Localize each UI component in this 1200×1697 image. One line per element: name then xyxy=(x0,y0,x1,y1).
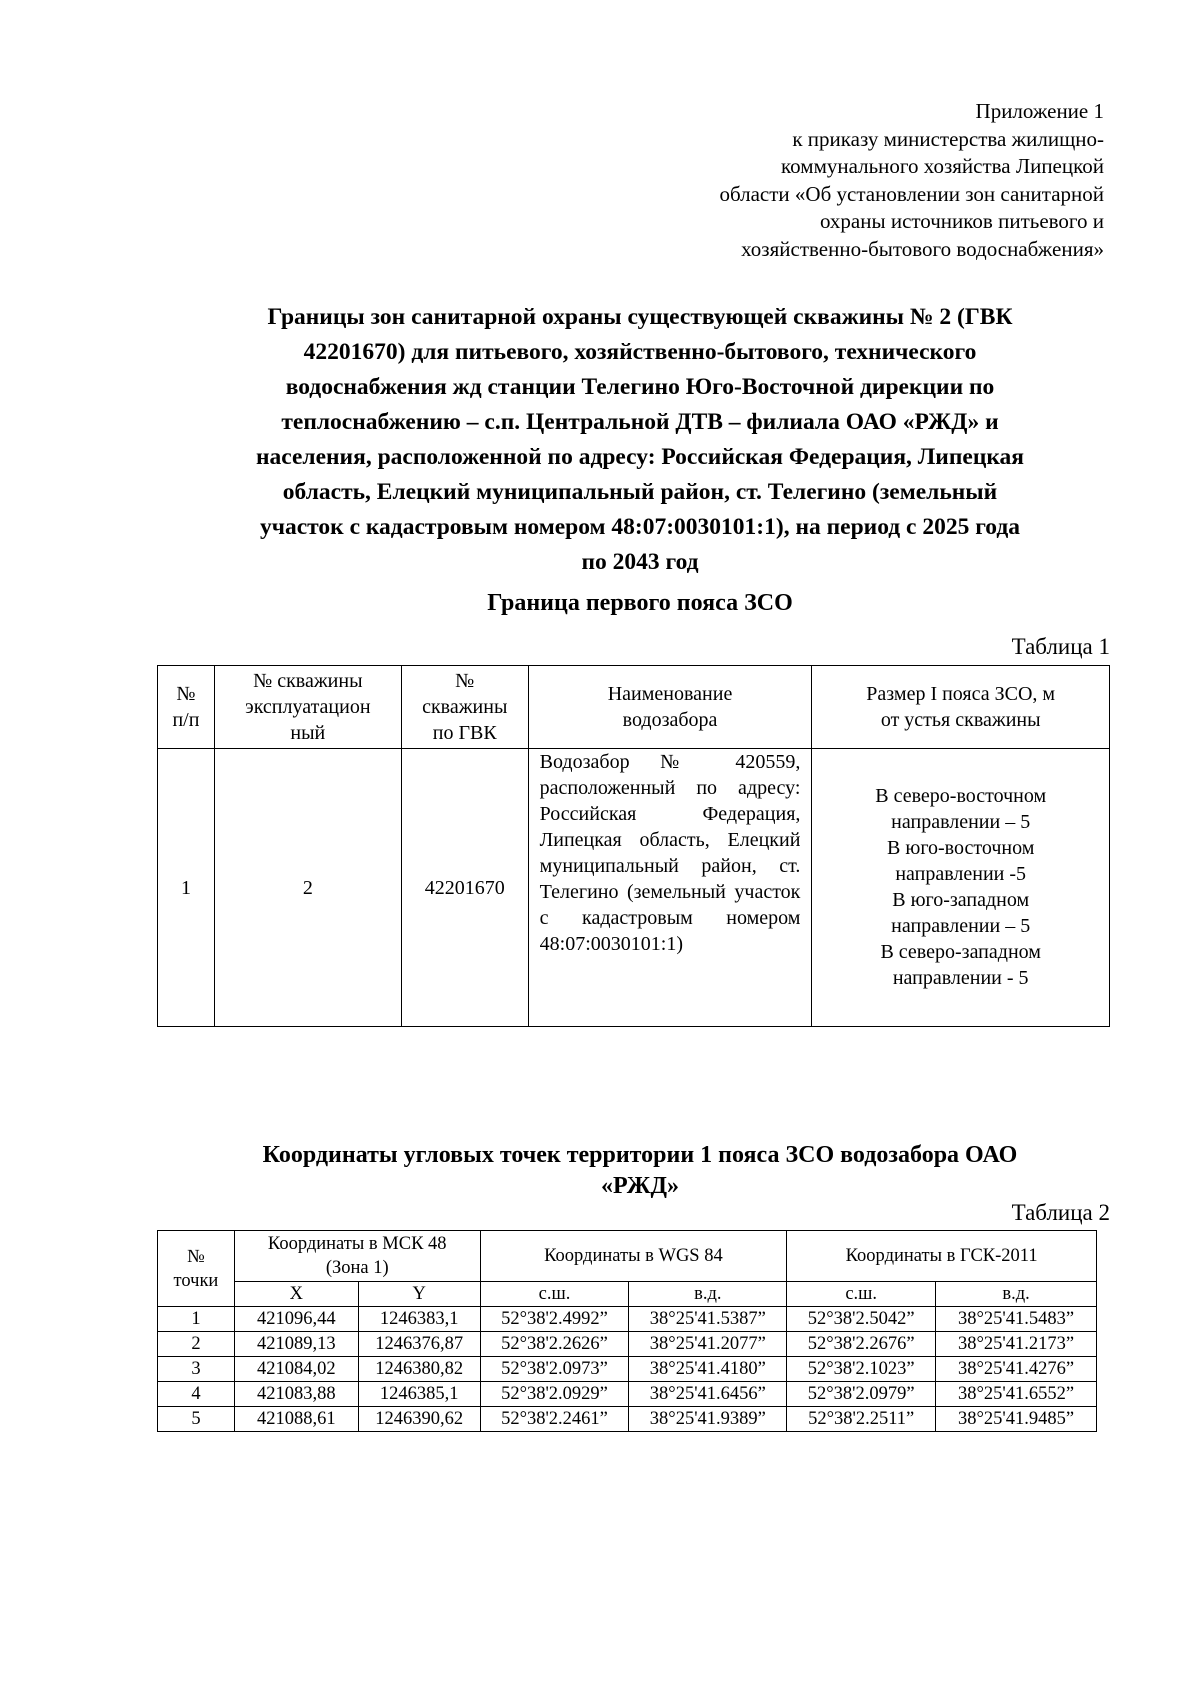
table-row xyxy=(158,1307,1097,1332)
cell: 52°38'2.0929” xyxy=(480,1382,629,1407)
header-text: Наименование xyxy=(607,683,733,705)
header-text: от устья скважины xyxy=(880,709,1041,731)
zone-boundary-table xyxy=(157,665,1110,1027)
title-line: водоснабжения жд станции Телегино Юго-Восточной дирекции по xyxy=(285,374,995,400)
header-text: Координаты в МСК 48 xyxy=(267,1234,447,1254)
header-wgs-lon: в.д. xyxy=(629,1282,787,1307)
header-wgs: Координаты в WGS 84 xyxy=(480,1231,787,1282)
header-line: охраны источников питьевого и xyxy=(819,209,1104,233)
cell-num: 1 xyxy=(158,749,215,1027)
header-gsk-lon: в.д. xyxy=(936,1282,1097,1307)
cell: 38°25'41.5387” xyxy=(629,1307,787,1332)
table-row xyxy=(158,1332,1097,1357)
appendix-header xyxy=(584,98,1104,263)
header-text: № xyxy=(176,683,196,705)
cell: 52°38'2.5042” xyxy=(787,1307,936,1332)
header-text: эксплуатацион xyxy=(245,696,371,718)
size-line: направлении – 5 xyxy=(891,915,1031,937)
table-subheader-row xyxy=(158,1282,1097,1307)
header-point-num xyxy=(158,1231,235,1307)
cell: 52°38'2.1023” xyxy=(787,1357,936,1382)
cell-well-exp: 2 xyxy=(214,749,401,1027)
header-name xyxy=(528,666,812,749)
header-wgs-lat: с.ш. xyxy=(480,1282,629,1307)
size-line: направлении -5 xyxy=(895,863,1027,885)
header-text: № скважины xyxy=(253,670,363,692)
cell: 38°25'41.4276” xyxy=(936,1357,1097,1382)
size-line: В северо-западном xyxy=(880,941,1041,963)
cell: 5 xyxy=(158,1407,235,1432)
title-line: Границы зон санитарной охраны существующей скважины № 2 (ГВК xyxy=(267,304,1013,330)
cell: 1246385,1 xyxy=(358,1382,480,1407)
table-row xyxy=(158,1382,1097,1407)
cell: 1246376,87 xyxy=(358,1332,480,1357)
size-line: В юго-восточном xyxy=(887,837,1035,859)
table-header-row xyxy=(158,666,1110,749)
size-line: направлении – 5 xyxy=(891,811,1031,833)
table2-label: Таблица 2 xyxy=(1011,1200,1110,1225)
cell: 38°25'41.9485” xyxy=(936,1407,1097,1432)
cell: 52°38'2.2511” xyxy=(787,1407,936,1432)
cell: 38°25'41.9389” xyxy=(629,1407,787,1432)
header-text: скважины xyxy=(422,696,508,718)
cell: 4 xyxy=(158,1382,235,1407)
cell: 52°38'2.2626” xyxy=(480,1332,629,1357)
cell: 421084,02 xyxy=(234,1357,358,1382)
header-line: хозяйственно-бытового водоснабжения» xyxy=(741,236,1104,261)
header-text: точки xyxy=(173,1270,219,1291)
header-well-exp xyxy=(214,666,401,749)
header-text: водозабора xyxy=(622,709,718,731)
cell: 52°38'2.0979” xyxy=(787,1382,936,1407)
section1-title: Граница первого пояса ЗСО xyxy=(487,590,793,616)
cell: 2 xyxy=(158,1332,235,1357)
cell: 52°38'2.2461” xyxy=(480,1407,629,1432)
document-title xyxy=(150,300,1130,580)
header-gsk-lat: с.ш. xyxy=(787,1282,936,1307)
table-header-row xyxy=(158,1231,1097,1282)
cell: 38°25'41.6456” xyxy=(629,1382,787,1407)
header-text: п/п xyxy=(172,709,200,731)
cell: 1 xyxy=(158,1307,235,1332)
cell-zone-size xyxy=(812,749,1110,1027)
header-msk xyxy=(234,1231,480,1282)
cell: 421083,88 xyxy=(234,1382,358,1407)
title-line: область, Елецкий муниципальный район, ст. Телегино (земельный xyxy=(282,479,998,505)
table1-label: Таблица 1 xyxy=(1011,634,1110,659)
table-row xyxy=(158,1357,1097,1382)
title-line: участок с кадастровым номером 48:07:0030101:1), на период с 2025 года xyxy=(259,514,1021,540)
title-line: населения, расположенной по адресу: Российская Федерация, Липецкая xyxy=(255,444,1025,470)
header-text: по ГВК xyxy=(432,722,497,744)
coordinates-table xyxy=(157,1230,1097,1432)
cell-well-gvk: 42201670 xyxy=(401,749,528,1027)
header-text: № xyxy=(455,670,475,692)
title-line: Координаты угловых точек территории 1 пояса ЗСО водозабора ОАО xyxy=(262,1142,1018,1168)
cell: 38°25'41.2077” xyxy=(629,1332,787,1357)
header-text: Размер I пояса ЗСО, м xyxy=(866,683,1056,705)
cell: 38°25'41.6552” xyxy=(936,1382,1097,1407)
table-row xyxy=(158,749,1110,1027)
cell: 38°25'41.2173” xyxy=(936,1332,1097,1357)
cell: 38°25'41.4180” xyxy=(629,1357,787,1382)
cell: 3 xyxy=(158,1357,235,1382)
cell: 1246383,1 xyxy=(358,1307,480,1332)
title-line: «РЖД» xyxy=(600,1173,680,1199)
cell: 38°25'41.5483” xyxy=(936,1307,1097,1332)
table-row xyxy=(158,1407,1097,1432)
cell: 421089,13 xyxy=(234,1332,358,1357)
title-line: 42201670) для питьевого, хозяйственно-бытового, технического xyxy=(303,339,977,365)
size-line: В юго-западном xyxy=(892,889,1030,911)
size-line: В северо-восточном xyxy=(875,785,1047,807)
header-num xyxy=(158,666,215,749)
header-line: Приложение 1 xyxy=(975,99,1104,123)
cell: 421096,44 xyxy=(234,1307,358,1332)
section2-title xyxy=(150,1140,1130,1202)
cell: 1246380,82 xyxy=(358,1357,480,1382)
header-line: области «Об установлении зон санитарной xyxy=(719,181,1104,206)
header-well-gvk xyxy=(401,666,528,749)
header-y: Y xyxy=(358,1282,480,1307)
title-line: теплоснабжению – с.п. Центральной ДТВ – филиала ОАО «РЖД» и xyxy=(281,409,999,435)
cell: 52°38'2.0973” xyxy=(480,1357,629,1382)
header-text: № xyxy=(187,1246,205,1267)
header-gsk: Координаты в ГСК-2011 xyxy=(787,1231,1097,1282)
cell: 1246390,62 xyxy=(358,1407,480,1432)
header-size xyxy=(812,666,1110,749)
header-line: к приказу министерства жилищно- xyxy=(792,126,1104,151)
header-text: ный xyxy=(290,722,326,744)
cell: 52°38'2.4992” xyxy=(480,1307,629,1332)
cell: 52°38'2.2676” xyxy=(787,1332,936,1357)
size-line: направлении - 5 xyxy=(892,967,1029,989)
cell: 421088,61 xyxy=(234,1407,358,1432)
header-x: X xyxy=(234,1282,358,1307)
header-text: (Зона 1) xyxy=(325,1258,389,1278)
header-line: коммунального хозяйства Липецкой xyxy=(781,154,1104,178)
title-line: по 2043 год xyxy=(581,549,699,575)
cell-intake-name: Водозабор № 420559, расположенный по адресу: Российская Федерация, Липецкая область, Елецкий муниципальный район, ст. Телегино (земельный участок с кадастровым номером 48:07:0030101:1) xyxy=(528,749,812,1027)
